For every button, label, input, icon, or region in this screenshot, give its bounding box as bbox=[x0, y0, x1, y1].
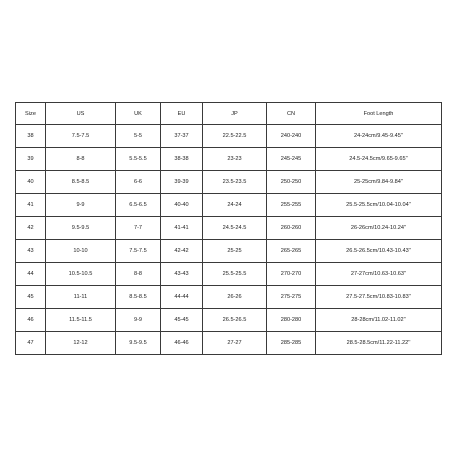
cell-foot-length: 24.5-24.5cm/9.65-9.65'' bbox=[316, 148, 442, 171]
table-row bbox=[16, 240, 442, 263]
cell-cn: 265-265 bbox=[267, 240, 316, 263]
cell-foot-length: 25.5-25.5cm/10.04-10.04'' bbox=[316, 194, 442, 217]
cell-uk: 5.5-5.5 bbox=[116, 148, 161, 171]
cell-eu: 42-42 bbox=[161, 240, 203, 263]
column-header-eu: EU bbox=[161, 103, 203, 125]
cell-eu: 44-44 bbox=[161, 286, 203, 309]
cell-cn: 285-285 bbox=[267, 332, 316, 355]
cell-cn: 275-275 bbox=[267, 286, 316, 309]
table-row bbox=[16, 332, 442, 355]
cell-foot-length: 27.5-27.5cm/10.83-10.83'' bbox=[316, 286, 442, 309]
cell-eu: 37-37 bbox=[161, 125, 203, 148]
shoe-size-chart-table bbox=[15, 102, 442, 355]
column-header-cn: CN bbox=[267, 103, 316, 125]
cell-eu: 39-39 bbox=[161, 171, 203, 194]
cell-cn: 270-270 bbox=[267, 263, 316, 286]
cell-cn: 260-260 bbox=[267, 217, 316, 240]
cell-foot-length: 24-24cm/9.45-9.45'' bbox=[316, 125, 442, 148]
table-row bbox=[16, 217, 442, 240]
cell-size: 43 bbox=[16, 240, 46, 263]
cell-foot-length: 28.5-28.5cm/11.22-11.22'' bbox=[316, 332, 442, 355]
cell-us: 8-8 bbox=[46, 148, 116, 171]
cell-jp: 23-23 bbox=[203, 148, 267, 171]
column-header-size: Size bbox=[16, 103, 46, 125]
cell-size: 40 bbox=[16, 171, 46, 194]
cell-eu: 45-45 bbox=[161, 309, 203, 332]
cell-us: 11.5-11.5 bbox=[46, 309, 116, 332]
cell-uk: 7.5-7.5 bbox=[116, 240, 161, 263]
cell-uk: 5-5 bbox=[116, 125, 161, 148]
table-header-row bbox=[16, 103, 442, 125]
cell-us: 11-11 bbox=[46, 286, 116, 309]
table-row bbox=[16, 263, 442, 286]
cell-jp: 27-27 bbox=[203, 332, 267, 355]
cell-uk: 9.5-9.5 bbox=[116, 332, 161, 355]
cell-uk: 6.5-6.5 bbox=[116, 194, 161, 217]
table-row bbox=[16, 194, 442, 217]
column-header-jp: JP bbox=[203, 103, 267, 125]
cell-jp: 26-26 bbox=[203, 286, 267, 309]
cell-size: 39 bbox=[16, 148, 46, 171]
cell-eu: 38-38 bbox=[161, 148, 203, 171]
cell-foot-length: 28-28cm/11.02-11.02'' bbox=[316, 309, 442, 332]
cell-us: 7.5-7.5 bbox=[46, 125, 116, 148]
cell-size: 38 bbox=[16, 125, 46, 148]
cell-us: 12-12 bbox=[46, 332, 116, 355]
table-row bbox=[16, 309, 442, 332]
cell-us: 9-9 bbox=[46, 194, 116, 217]
cell-us: 8.5-8.5 bbox=[46, 171, 116, 194]
cell-uk: 8-8 bbox=[116, 263, 161, 286]
cell-eu: 40-40 bbox=[161, 194, 203, 217]
table-row bbox=[16, 148, 442, 171]
cell-jp: 26.5-26.5 bbox=[203, 309, 267, 332]
column-header-foot-length: Foot Length bbox=[316, 103, 442, 125]
cell-size: 45 bbox=[16, 286, 46, 309]
column-header-uk: UK bbox=[116, 103, 161, 125]
cell-us: 10-10 bbox=[46, 240, 116, 263]
cell-cn: 255-255 bbox=[267, 194, 316, 217]
cell-us: 9.5-9.5 bbox=[46, 217, 116, 240]
table-row bbox=[16, 125, 442, 148]
cell-foot-length: 26-26cm/10.24-10.24'' bbox=[316, 217, 442, 240]
cell-jp: 25-25 bbox=[203, 240, 267, 263]
cell-eu: 46-46 bbox=[161, 332, 203, 355]
cell-jp: 23.5-23.5 bbox=[203, 171, 267, 194]
cell-uk: 7-7 bbox=[116, 217, 161, 240]
cell-eu: 41-41 bbox=[161, 217, 203, 240]
cell-size: 46 bbox=[16, 309, 46, 332]
cell-jp: 25.5-25.5 bbox=[203, 263, 267, 286]
cell-cn: 240-240 bbox=[267, 125, 316, 148]
cell-foot-length: 27-27cm/10.63-10.63'' bbox=[316, 263, 442, 286]
cell-cn: 250-250 bbox=[267, 171, 316, 194]
cell-cn: 245-245 bbox=[267, 148, 316, 171]
table-row bbox=[16, 286, 442, 309]
cell-size: 41 bbox=[16, 194, 46, 217]
cell-eu: 43-43 bbox=[161, 263, 203, 286]
cell-uk: 9-9 bbox=[116, 309, 161, 332]
cell-jp: 24.5-24.5 bbox=[203, 217, 267, 240]
cell-size: 42 bbox=[16, 217, 46, 240]
cell-size: 47 bbox=[16, 332, 46, 355]
cell-size: 44 bbox=[16, 263, 46, 286]
column-header-us: US bbox=[46, 103, 116, 125]
table-row bbox=[16, 171, 442, 194]
cell-foot-length: 25-25cm/9.84-9.84'' bbox=[316, 171, 442, 194]
cell-jp: 24-24 bbox=[203, 194, 267, 217]
cell-cn: 280-280 bbox=[267, 309, 316, 332]
cell-uk: 8.5-8.5 bbox=[116, 286, 161, 309]
cell-us: 10.5-10.5 bbox=[46, 263, 116, 286]
cell-uk: 6-6 bbox=[116, 171, 161, 194]
cell-jp: 22.5-22.5 bbox=[203, 125, 267, 148]
cell-foot-length: 26.5-26.5cm/10.43-10.43'' bbox=[316, 240, 442, 263]
